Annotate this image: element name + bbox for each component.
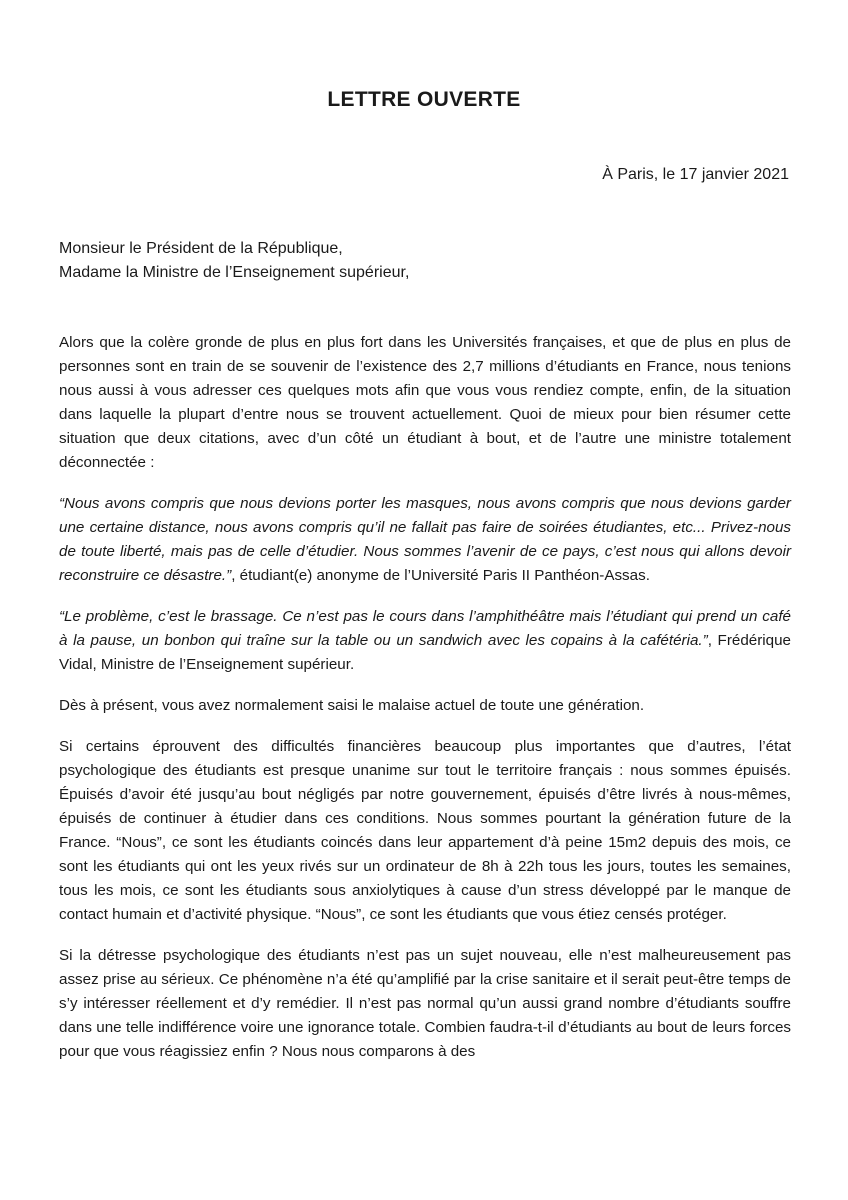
paragraph-quote-minister (59, 605, 791, 677)
addressee-block (59, 237, 409, 285)
quote-student-text: “Nous avons compris que nous devions porter les masques, nous avons compris que nous devions garder une certaine distance, nous avons compris qu’il ne fallait pas faire de soirées étudiantes, etc... Privez-nous de toute liberté, mais pas de celle d’étudier. Nous sommes l’avenir de ce pays, c’est nous qui allons devoir reconstruire ce désastre.” (59, 495, 791, 584)
paragraph-exhaustion: Si certains éprouvent des difficultés financières beaucoup plus importantes que d’autres, l’état psychologique des étudiants est presque unanime sur tout le territoire français : nous sommes épuisés. Épuisés d’avoir été jusqu’au bout négligés par notre gouvernement, épuisés d’être livrés à nous-mêmes, épuisés de continuer à étudier dans ces conditions. Nous sommes pourtant la génération future de la France. “Nous”, ce sont les étudiants coincés dans leur appartement d’à peine 15m2 depuis des mois, ce sont les étudiants qui ont les yeux rivés sur un ordinateur de 8h à 22h tous les jours, toutes les semaines, tous les mois, ce sont les étudiants sous anxiolytiques à cause d’un stress développé par le manque de contact humain et d’activité physique. “Nous”, ce sont les étudiants que vous étiez censés protéger. (59, 738, 791, 923)
date-line: À Paris, le 17 janvier 2021 (602, 166, 789, 183)
paragraph-quote-student (59, 492, 791, 588)
quote-student-attribution: , étudiant(e) anonyme de l’Université Paris II Panthéon-Assas. (231, 567, 650, 584)
quote-minister-attribution: , Frédérique Vidal, Ministre de l’Enseignement supérieur. (59, 632, 791, 673)
paragraph-distress: Si la détresse psychologique des étudiants n’est pas un sujet nouveau, elle n’est malheureusement pas assez prise au sérieux. Ce phénomène n’a été qu’amplifié par la crise sanitaire et il serait peut-être temps de s’y intéresser réellement et d’y remédier. Il n’est pas normal qu’un aussi grand nombre d’étudiants souffre dans une telle indifférence voire une ignorance totale. Combien faudra-t-il d’étudiants au bout de leurs forces pour que vous réagissiez enfin ? Nous nous comparons à des (59, 947, 791, 1060)
letter-title: LETTRE OUVERTE (327, 88, 521, 111)
addressee-minister: Madame la Ministre de l’Enseignement supérieur, (59, 264, 410, 281)
paragraph-malaise: Dès à présent, vous avez normalement saisi le malaise actuel de toute une génération. (59, 697, 645, 714)
paragraph-intro: Alors que la colère gronde de plus en plus fort dans les Universités françaises, et que de plus en plus de personnes sont en train de se souvenir de l’existence des 2,7 millions d’étudiants en France, nous tenions nous aussi à vous adresser ces quelques mots afin que vous vous rendiez compte, enfin, de la situation dans laquelle la plupart d’entre nous se trouvent actuellement. Quoi de mieux pour bien résumer cette situation que deux citations, avec d’un côté un étudiant à bout, et de l’autre une ministre totalement déconnectée : (59, 334, 791, 471)
letter-body (59, 331, 791, 1081)
quote-minister-text: “Le problème, c’est le brassage. Ce n’est pas le cours dans l’amphithéâtre mais l’étudiant qui prend un café à la pause, un bonbon qui traîne sur la table ou un sandwich avec les copains à la cafétéria.” (59, 608, 791, 649)
addressee-president: Monsieur le Président de la République, (59, 240, 343, 257)
